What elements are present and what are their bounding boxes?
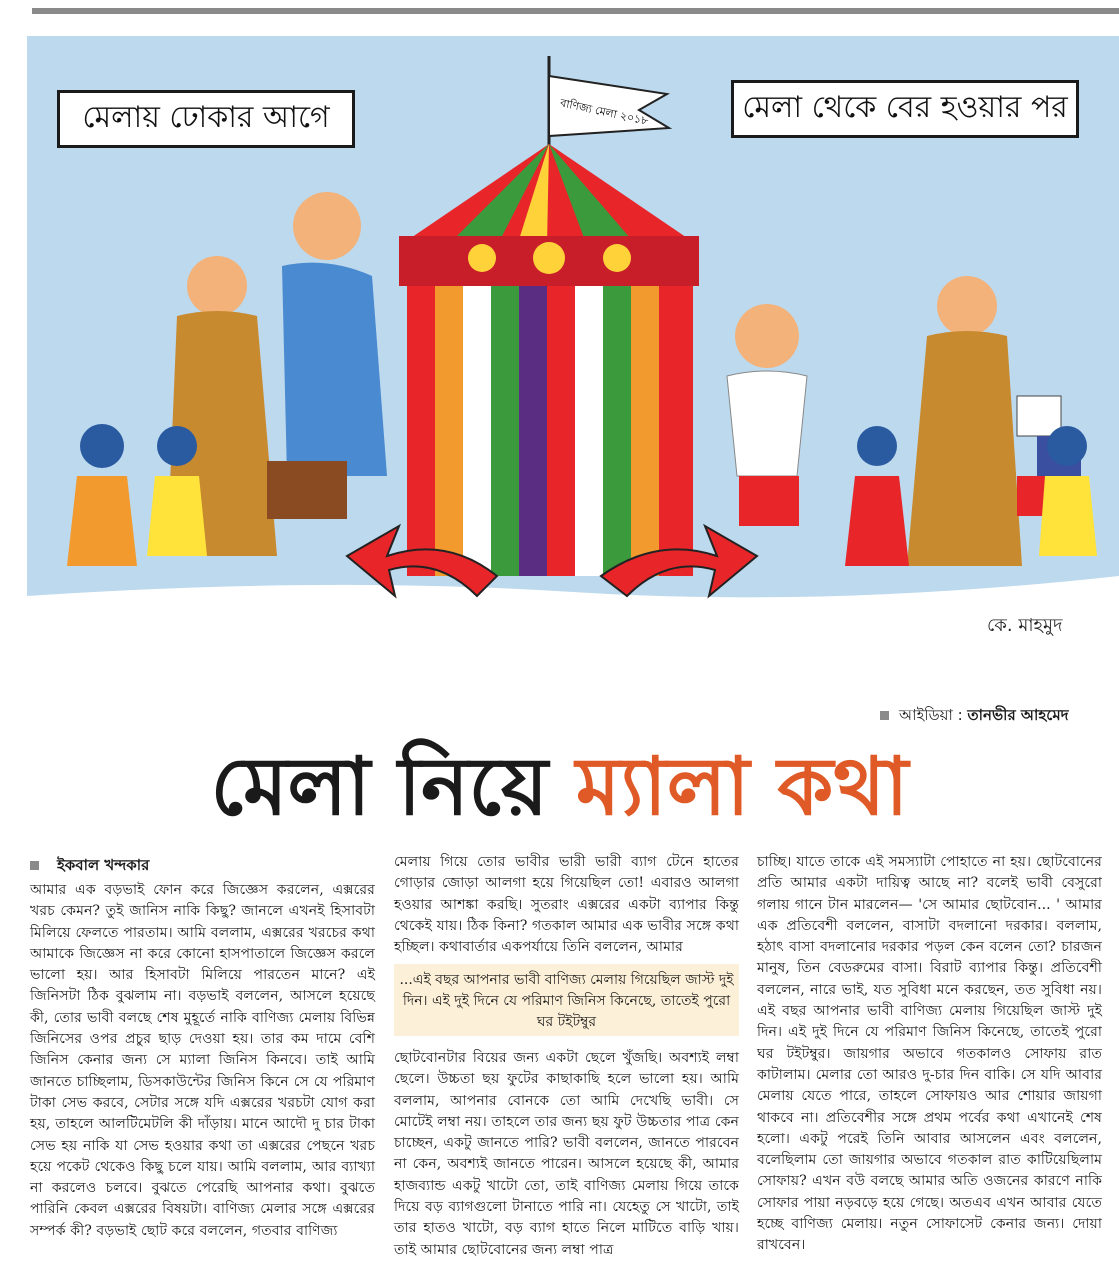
bullet-square-icon <box>880 711 889 720</box>
idea-credit <box>880 704 1069 729</box>
artist-signature: কে. মাহমুদ <box>987 615 1063 636</box>
idea-label: আইডিয়া : <box>899 706 963 724</box>
flower-ornament <box>468 244 496 272</box>
caption-before-entering: মেলায় ঢোকার আগে <box>57 90 355 148</box>
family-before <box>67 192 387 566</box>
article-column-3: চাচ্ছি। যাতে তাকে এই সমস্যাটা পোহাতে না হয়। ছোটবোনের প্রতি আমার একটা দায়িত্ব আছে না? বলেই ভাবী বেসুরো গলায় গানে টান মারলেন— 'সে আমার ছোটবোন... ' আমার এক প্রতিবেশী বললেন, বাসাটা বদলানো দরকার। বললাম, হঠাৎ বাসা বদলানোর দরকার পড়ল কেন বলেন তো? চারজন মানুষ, তিন বেডরুমের বাসা। বিরাট ব্যাপার কিন্তু। প্রতিবেশী বললেন, নারে ভাই, যত সুবিধা মনে করছেন, তত সুবিধা নয়। এই বছর আপনার ভাবী বাণিজ্য মেলায় গিয়েছিল জাস্ট দুই দিন। এই দুই দিনে যে পরিমাণ জিনিস কিনেছে, তাতেই পুরো ঘর টইটম্বুর। জায়গার অভাবে গতকালও সোফায় রাত কাটালাম। মেলার তো আরও দু-চার দিন বাকি। সে যদি আবার মেলায় যেতে পারে, তাহলে সোফায়ও আর শোয়ার জায়গা থাকবে না। প্রতিবেশীর সঙ্গে প্রথম পর্বের কথা এখানেই শেষ হলো। একটু পরেই তিনি আবার আসলেন এবং বললেন, বলেছিলাম তো জায়গার অভাবে গতকাল রাত কাটিয়েছিলাম সোফায়? এখন বউ বলছে আমার অতি ওজনের কারণে নাকি সোফার পায়া নড়বড়ে হয়ে গেছে। অতএব এখন আবার যেতে হচ্ছে বাণিজ্য মেলায়। নতুন সোফাসেট কেনার জন্য। দোয়া রাখবেন। <box>757 854 1102 1254</box>
bullet-square-icon <box>30 861 39 870</box>
headline-part-2: ম্যালা কথা <box>575 740 909 833</box>
ground <box>27 576 1119 692</box>
headline-part-1: মেলা নিয়ে <box>210 740 549 833</box>
pull-quote: ...এই বছর আপনার ভাবী বাণিজ্য মেলায় গিয়েছিল জাস্ট দুই দিন। এই দুই দিনে যে পরিমাণ জিনিস কিনেছে, তাতেই পুরো ঘর টইটম্বুর <box>394 964 739 1036</box>
top-rule <box>32 8 1119 14</box>
flower-ornament <box>603 244 631 272</box>
flower-ornament <box>533 242 565 274</box>
flag-text: বাণিজ্য মেলা ২০১৮ <box>558 96 650 128</box>
idea-name: তানভীর আহমেদ <box>967 706 1069 724</box>
author-byline <box>30 854 149 879</box>
tent-body <box>407 286 693 576</box>
article-column-2-top: মেলায় গিয়ে তোর ভাবীর ভারী ভারী ব্যাগ টেনে হাতের গোড়ার জোড়া আলগা হয়ে গিয়েছিল তো! এবারও আলগা হওয়ার আশঙ্কা করছি। সুতরাং এক্সরের একটা ব্যাপার কিন্তু থেকেই যায়। ঠিক কিনা? গতকাল আমার এক ভাবীর সঙ্গে কথা হচ্ছিল। কথাবার্তার একপর্যায়ে তিনি বললেন, আমার <box>394 854 739 956</box>
family-after <box>727 276 1097 566</box>
caption-after-leaving: মেলা থেকে বের হওয়ার পর <box>731 80 1079 138</box>
author-name: ইকবাল খন্দকার <box>57 856 150 874</box>
article-column-1: আমার এক বড়ভাই ফোন করে জিজ্ঞেস করলেন, এক্সরের খরচ কেমন? তুই জানিস নাকি কিছু? জানলে এখনই হিসাবটা মিলিয়ে ফেলতে পারতাম। আমি বললাম, এক্সরের খরচের কথা আমাকে জিজ্ঞেস না করে কোনো হাসপাতালে জিজ্ঞেস করলে ভালো হয়। আর হিসাবটা মিলিয়ে পারতেন মানে? এই জিনিসটা ঠিক বুঝলাম না। বড়ভাই বললেন, আসলে হয়েছে কী, তোর ভাবী বলছে শেষ মুহূর্তে নাকি বাণিজ্য মেলায় বিভিন্ন জিনিসের ওপর প্রচুর ছাড় দেওয়া হয়। তার কম দামে বেশি জিনিস কেনার জন্য সে ম্যালা জিনিস কিনবে। তাই আমি জানতে চাচ্ছিলাম, ডিসকাউন্টের জিনিস কিনে সে যে পরিমাণ টাকা সেভ করবে, সেটার সঙ্গে যদি এক্সরের খরচটা যোগ করা হয়, তাহলে আলটিমেটলি কী দাঁড়ায়। মানে আদৌ দু চার টাকা সেভ হয় নাকি যা সেভ হওয়ার কথা তা এক্সরের পেছনে খরচ হয়ে পকেট থেকেও কিছু চলে যায়। আমি বললাম, আর ব্যাখ্যা না করলেও চলবে। বুঝতে পেরেছি আপনার কথা। বুঝতে পারিনি কেবল এক্সরের বিষয়টা। বাণিজ্য মেলার সঙ্গে এক্সরের সম্পর্ক কী? বড়ভাই ছোট করে বললেন, গতবার বাণিজ্য <box>30 882 375 1239</box>
tent-roof <box>399 144 699 246</box>
cartoon-illustration <box>27 36 1119 692</box>
article-column-2-bottom: ছোটবোনটার বিয়ের জন্য একটা ছেলে খুঁজছি। অবশ্যই লম্বা ছেলে। উচ্চতা ছয় ফুটের কাছাকাছি হলে ভালো হয়। আমি বললাম, আপনার বোনকে তো আমি দেখেছি ভাবী। সে মোটেই লম্বা নয়। তাহলে তার জন্য ছয় ফুট উচ্চতার পাত্র কেন চাচ্ছেন, একটু জানতে পারি? ভাবী বললেন, জানতে পারবেন না কেন, অবশ্যই জানতে পারেন। আসলে হয়েছে কী, আমার হাজব্যান্ড একটু খাটো তো, তাই বাণিজ্য মেলায় গিয়ে তাকে দিয়ে বড় ব্যাগগুলো টানাতে পারি না। যেহেতু সে খাটো, তাই তার হাতও খাটো, বড় ব্যাগ হাতে নিলে মাটিতে বাড়ি খায়। তাই আমার ছোটবোনের জন্য লম্বা পাত্র <box>394 1050 739 1258</box>
headline <box>0 732 1119 842</box>
